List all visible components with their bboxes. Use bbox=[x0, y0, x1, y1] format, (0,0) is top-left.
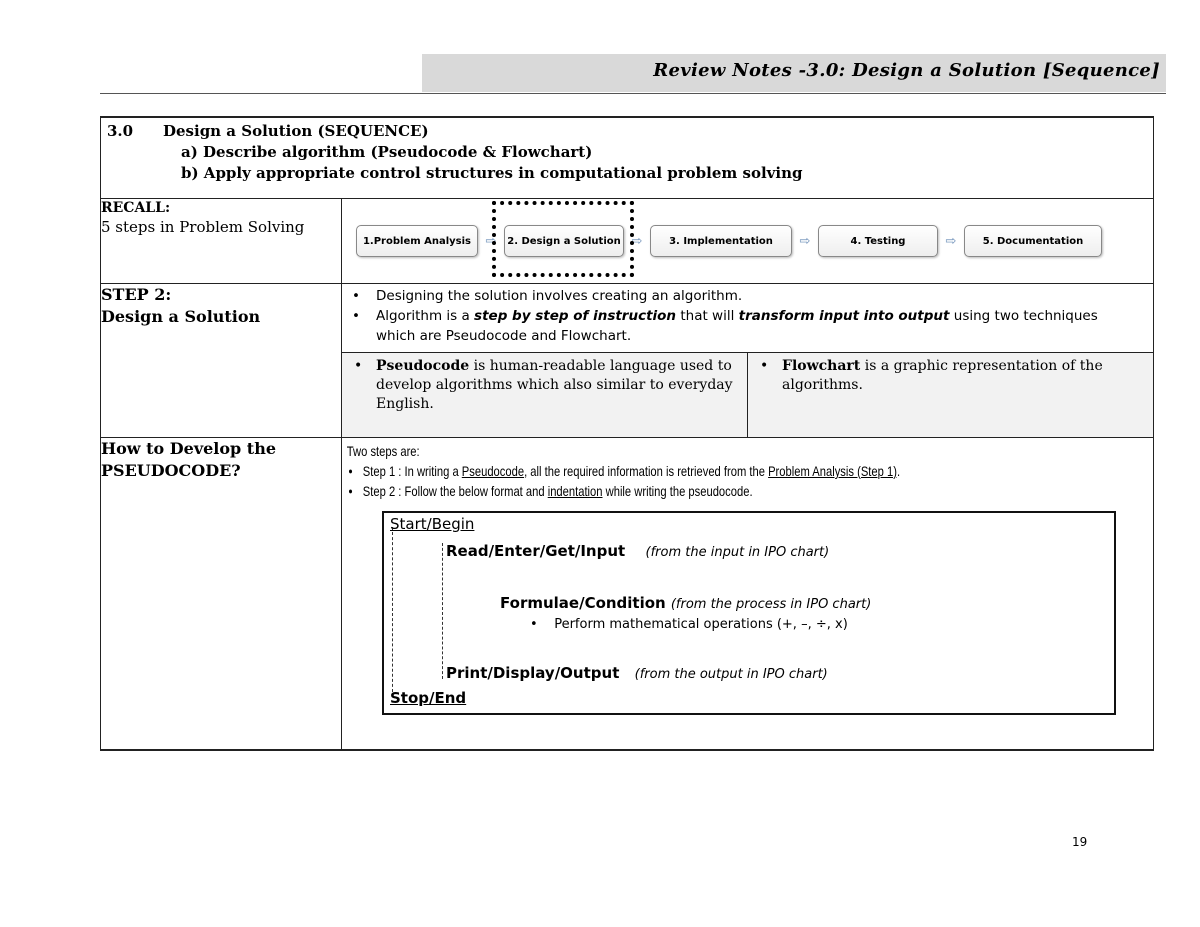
text-span: while writing the pseudocode. bbox=[602, 483, 753, 499]
code-input-line bbox=[446, 541, 829, 560]
notes-table bbox=[100, 116, 1154, 751]
flowchart-definition bbox=[748, 353, 1153, 437]
step2-label-line2: Design a Solution bbox=[101, 307, 261, 326]
step-documentation: 5. Documentation bbox=[964, 225, 1102, 257]
techniques-compare bbox=[342, 352, 1153, 437]
howto-label-cell bbox=[101, 438, 342, 751]
arrow-right-icon: ⇨ bbox=[945, 233, 957, 248]
step2-bullets bbox=[342, 284, 1153, 352]
topic-block bbox=[101, 118, 1153, 198]
highlight-dotted-frame bbox=[492, 201, 634, 277]
text-span: Algorithm is a bbox=[376, 308, 475, 324]
emphasis-step-by-step: step by step of instruction bbox=[474, 308, 677, 324]
code-stop: Stop/End bbox=[390, 689, 467, 707]
flowchart-term: Flowchart bbox=[782, 358, 861, 374]
recall-label: RECALL: bbox=[101, 200, 171, 216]
step-problem-analysis: 1.Problem Analysis bbox=[356, 225, 478, 257]
step2-label-line1: STEP 2: bbox=[101, 285, 172, 304]
howto-row bbox=[101, 438, 1154, 751]
step2-content-cell bbox=[342, 284, 1154, 438]
text-span: using two techniques which are Pseudocode and Flowchart. bbox=[376, 308, 1098, 344]
pseudo-step-2 bbox=[363, 481, 1158, 501]
pseudocode-def: is human-readable language used to develop algorithms which also similar to everyday English. bbox=[376, 358, 733, 412]
topic-number: 3.0 bbox=[107, 122, 134, 140]
recall-row bbox=[101, 199, 1154, 284]
steps-cell bbox=[342, 199, 1154, 284]
code-process-bullet: • Perform mathematical operations (+, –, ÷, x) bbox=[530, 617, 848, 632]
header-rule bbox=[100, 93, 1166, 94]
underline-indentation: indentation bbox=[547, 483, 603, 499]
code-process-bullet-text: Perform mathematical operations (+, –, ÷, x) bbox=[554, 617, 848, 632]
howto-label-line1: How to Develop the bbox=[101, 439, 277, 458]
recall-subtitle: 5 steps in Problem Solving bbox=[101, 218, 305, 236]
emphasis-transform: transform input into output bbox=[738, 308, 950, 324]
code-output: Print/Display/Output bbox=[446, 664, 620, 682]
topic-title: Design a Solution (SEQUENCE) bbox=[163, 122, 429, 140]
code-input: Read/Enter/Get/Input bbox=[446, 542, 626, 560]
header-title: Review Notes -3.0: Design a Solution [Sequence] bbox=[653, 60, 1160, 81]
recall-label-cell bbox=[101, 199, 342, 284]
topic-sub-b: b) Apply appropriate control structures in computational problem solving bbox=[181, 164, 803, 182]
text-span: Step 1 : In writing a bbox=[362, 463, 462, 479]
code-output-line bbox=[446, 663, 828, 682]
code-start: Start/Begin bbox=[390, 515, 475, 533]
topic-sub-a: a) Describe algorithm (Pseudocode & Flowchart) bbox=[181, 143, 593, 161]
howto-content-cell bbox=[342, 438, 1154, 751]
bullet-algorithm: • Designing the solution involves creating an algorithm. bbox=[376, 286, 1141, 306]
arrow-right-icon: ⇨ bbox=[799, 233, 811, 248]
pseudocode-definition bbox=[342, 353, 748, 437]
text-span: Step 2 : Follow the below format and bbox=[362, 483, 548, 499]
flowchart-def: is a graphic representation of the algorithms. bbox=[782, 358, 1103, 393]
indent-guide-outer bbox=[392, 527, 393, 697]
underline-pseudocode: Pseudocode bbox=[461, 463, 525, 479]
code-process-note: (from the process in IPO chart) bbox=[670, 597, 872, 612]
topic-row bbox=[101, 117, 1154, 199]
text-span: that will bbox=[676, 308, 739, 324]
pseudo-intro-text: Two steps are: bbox=[346, 443, 420, 459]
page-number: 19 bbox=[1072, 835, 1088, 849]
pseudocode-term: Pseudocode bbox=[376, 358, 470, 374]
code-process: Formulae/Condition bbox=[500, 594, 666, 612]
arrow-right-icon: ⇨ bbox=[485, 233, 497, 248]
step-design-solution: 2. Design a Solution bbox=[504, 225, 624, 257]
pseudo-steps bbox=[342, 438, 1163, 501]
step2-label-cell bbox=[101, 284, 342, 438]
steps-diagram bbox=[342, 199, 1153, 283]
bullet-algorithm-def bbox=[376, 306, 1141, 346]
arrow-right-icon: ⇨ bbox=[631, 233, 643, 248]
step2-row bbox=[101, 284, 1154, 438]
code-process-line bbox=[500, 593, 871, 612]
text-span: . bbox=[896, 463, 901, 479]
howto-label-line2: PSEUDOCODE? bbox=[101, 461, 241, 480]
pseudocode-format-box bbox=[382, 511, 1116, 715]
pseudo-step-1 bbox=[363, 461, 1158, 481]
code-output-note: (from the output in IPO chart) bbox=[634, 667, 828, 682]
underline-problem-analysis: Problem Analysis (Step 1) bbox=[768, 463, 897, 479]
text-span: , all the required information is retrieved from the bbox=[524, 463, 769, 479]
code-input-note: (from the input in IPO chart) bbox=[645, 545, 830, 560]
step-testing: 4. Testing bbox=[818, 225, 938, 257]
indent-guide-inner bbox=[442, 543, 443, 679]
step-implementation: 3. Implementation bbox=[650, 225, 792, 257]
